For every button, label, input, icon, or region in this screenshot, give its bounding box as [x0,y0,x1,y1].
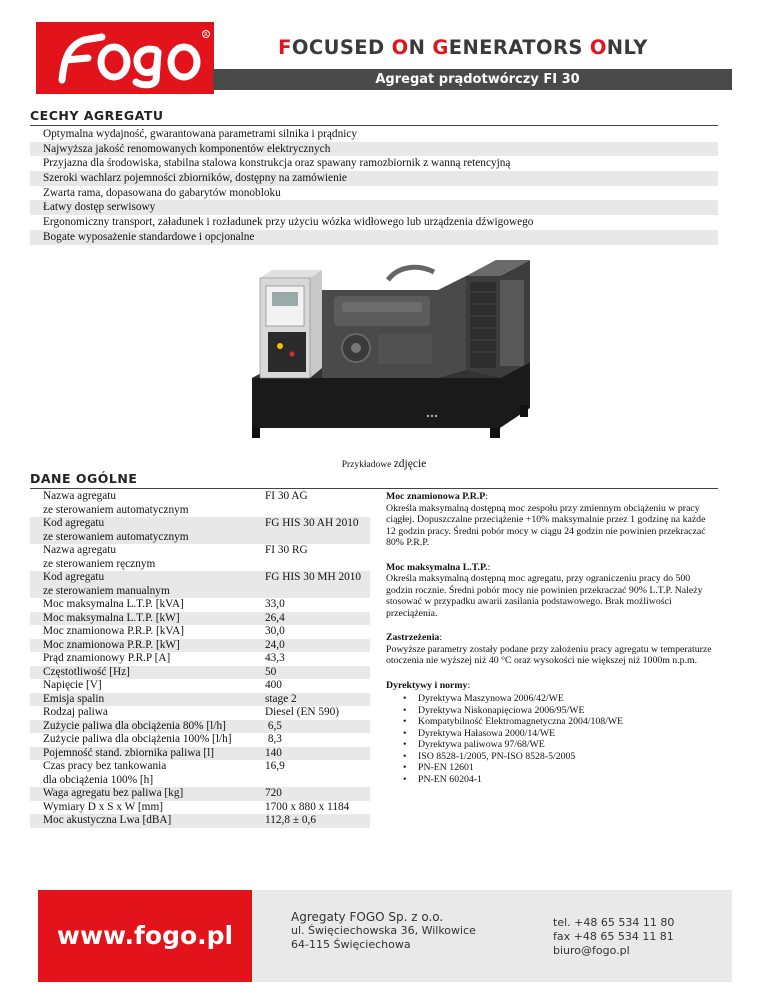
spec-value: 33,0 [265,598,285,610]
spec-label: Moc znamionowa P.R.P. [kW] [43,638,180,651]
spec-label: Moc maksymalna L.T.P. [kW] [43,611,180,624]
feature-item: Optymalna wydajność, gwarantowana parametrami silnika i prądnicy [43,128,358,140]
svg-text:R: R [204,32,208,38]
company-name: Agregaty FOGO Sp. z o.o. [291,910,444,924]
spec-row [30,720,370,734]
fax: fax +48 65 534 11 81 [553,930,674,943]
directives-heading: Dyrektywy i normy [386,679,468,691]
spec-label: Częstotliwość [Hz] [43,665,130,678]
spec-label: Emisja spalin [43,692,105,705]
tagline [228,36,698,59]
ltp-note: Moc maksymalna L.T.P.: Określa maksymalną dostępną moc agregatu, przy ograniczeniu pracy do 500 godzin rocznie. Średni pobór mocy nie powinien przekraczać 90% L.T.P. Należy stosować w przypadku awarii zasilania podstawowego. Brak możliwości przeciążenia. [386,561,703,619]
email-link[interactable]: biuro@fogo.pl [553,944,630,957]
prp-note: Moc znamionowa P.R.P: Określa maksymalną dostępną moc zespołu przy zmiennym obciążeniu w pracy ciągłej. Dopuszczalne przeciążenie +10% maksymalnie przez 1 godzinę na każde 12 godzin pracy. Średni pobór mocy w ciągu 24 godzin nie powinien przekraczać 80% P.R.P. [386,491,706,548]
directives-note: Dyrektywy i normy: • Dyrektywa Maszynowa 2006/42/WE • Dyrektywa Niskonapięciowa 2006/95/WE • Kompatybilność Elektromagnetyczna 2004/108/WE • Dyrektywa Hałasowa 2000/14/WE • Dyrektywa paliwowa 97/68/WE • ISO 8528-1/2005, PN-ISO 8528-5/2005 • PN-EN 12601 • PN-EN 60204-1 [386,680,716,786]
spec-label: Zużycie paliwa dla obciążenia 100% [l/h] [43,733,232,745]
tagline-word: NLY [606,36,648,59]
spec-label: Nazwa agregatu ze sterowaniem ręcznym [43,544,156,570]
notes-column [386,491,716,798]
contact-info [553,916,674,958]
general-heading: DANE OGÓLNE [30,471,138,486]
tagline-word: N [408,36,426,59]
city: 64-115 Święciechowa [291,938,411,951]
spec-row [30,517,370,544]
caption-small: Przykładowe [341,460,392,470]
directives-list [386,693,716,785]
spec-value: 140 [265,746,282,759]
general-divider [30,488,718,489]
spec-value: Diesel (EN 590) [265,706,340,718]
spec-label: Prąd znamionowy P.R.P [A] [43,652,171,664]
phone: tel. +48 65 534 11 80 [553,916,675,929]
spec-value: stage 2 [265,692,297,705]
tagline-word: ENERATORS [448,36,583,59]
feature-item: Bogate wyposażenie standardowe i opcjonalne [30,230,718,245]
features-divider [30,125,718,126]
spec-value: 50 [265,665,277,678]
spec-row [30,666,370,680]
spec-label: Napięcie [V] [43,679,102,691]
spec-value: FG HIS 30 MH 2010 [265,571,362,583]
prp-heading: Moc znamionowa P.R.P [386,491,486,502]
prp-text: Określa maksymalną dostępną moc zespołu przy zmiennym obciążeniu w pracy ciągłej. Dopuszczalne przeciążenie +10% maksymalnie przez 1 godzinę na każde 12 godzin pracy. Średni pobór mocy w ciągu 24 godzin nie powinien przekraczać 80% P.R.P. [386,502,706,548]
spec-value: FI 30 RG [265,544,308,556]
directive-item: • PN-EN 12601 [386,762,716,774]
tagline-initial: G [432,36,449,59]
spec-row [30,612,370,626]
spec-row [30,490,370,517]
spec-value: 112,8 ± 0,6 [265,814,316,826]
generator-photo [238,250,538,445]
spec-value: 6,5 [265,719,282,732]
website-link[interactable]: www.fogo.pl [38,890,252,982]
spec-label: Moc maksymalna L.T.P. [kVA] [43,598,184,610]
directive-item: • ISO 8528-1/2005, PN-ISO 8528-5/2005 [386,751,716,763]
spec-value: 24,0 [265,638,285,651]
product-title: Agregat prądotwórczy FI 30 [213,69,732,90]
spec-row [30,787,370,801]
spec-label: Zużycie paliwa dla obciążenia 80% [l/h] [43,719,226,732]
directive-item: • Dyrektywa Niskonapięciowa 2006/95/WE [386,705,716,717]
feature-item: Ergonomiczny transport, załadunek i rozładunek przy użyciu wózka widłowego lub urządzenia dźwigowego [43,216,534,229]
spec-value: 43,3 [265,652,285,664]
directive-item: • Dyrektywa Hałasowa 2000/14/WE [386,728,716,740]
tagline-initial: O [589,36,607,59]
directive-item: • Kompatybilność Elektromagnetyczna 2004/108/WE [386,716,716,728]
ltp-heading: Moc maksymalna L.T.P. [386,561,488,573]
spec-row [30,679,370,693]
reservations-note: Zastrzeżenia: Powyższe parametry zostały podane przy założeniu pracy agregatu w temperaturze otoczenia nie wyższej niż 40 °C oraz wysokości nie większej niż 1000m n.p.m. [386,632,712,666]
spec-row [30,747,370,761]
specs-table [30,490,370,828]
caption-big: zdjęcie [393,458,427,470]
directive-item: • Dyrektywa paliwowa 97/68/WE [386,739,716,751]
tagline-initial: F [278,36,292,59]
spec-label: Moc znamionowa P.R.P. [kVA] [43,625,185,637]
spec-label: Wymiary D x S x W [mm] [43,800,164,813]
features-list [30,127,718,245]
feature-item: Zwarta rama, dopasowana do gabarytów monobloku [43,186,281,199]
directive-item: • Dyrektywa Maszynowa 2006/42/WE [386,693,716,705]
spec-row [30,760,370,787]
feature-item: Łatwy dostęp serwisowy [30,200,718,215]
spec-row [30,801,370,815]
feature-item: Przyjazna dla środowiska, stabilna stalowa konstrukcja oraz spawany ramozbiornik z wanną retencyjną [43,157,511,170]
reservations-heading: Zastrzeżenia [386,632,440,643]
image-caption [0,458,768,470]
spec-value: FI 30 AG [265,490,308,502]
spec-label: Czas pracy bez tankowania dla obciążenia 100% [h] [43,760,167,786]
spec-row [30,625,370,639]
spec-value: 30,0 [265,625,285,637]
spec-value: 1700 x 880 x 1184 [265,800,350,813]
spec-row [30,733,370,747]
spec-label: Rodzaj paliwa [43,706,108,718]
spec-row [30,544,370,571]
fogo-logo [36,22,214,94]
spec-row [30,652,370,666]
spec-label: Nazwa agregatu ze sterowaniem automatycznym [43,490,189,516]
spec-value: 16,9 [265,760,285,772]
tagline-initial: O [391,36,409,59]
directive-item: • PN-EN 60204-1 [386,774,716,786]
spec-value: 400 [265,679,282,691]
company-address [291,910,476,952]
spec-value: FG HIS 30 AH 2010 [265,517,359,529]
spec-label: Kod agregatu ze sterowaniem manualnym [43,571,170,597]
spec-row [30,598,370,612]
street: ul. Święciechowska 36, Wilkowice [291,924,476,937]
spec-row [30,814,370,828]
spec-row [30,571,370,598]
features-heading: CECHY AGREGATU [30,108,164,123]
spec-value: 26,4 [265,611,285,624]
feature-item: Najwyższa jakość renomowanych komponentów elektrycznych [30,142,718,157]
ltp-text: Określa maksymalną dostępną moc agregatu, przy ograniczeniu pracy do 500 godzin rocznie. Średni pobór mocy nie powinien przekraczać 90% L.T.P. Należy stosować w przypadku awarii zasilania podstawowego. Brak możliwości przeciążenia. [386,573,703,619]
footer [38,890,732,982]
spec-value: 720 [265,787,282,799]
spec-label: Pojemność stand. zbiornika paliwa [l] [43,746,214,759]
reservations-text: Powyższe parametry zostały podane przy założeniu pracy agregatu w temperaturze otoczenia nie wyższej niż 40 °C oraz wysokości nie większej niż 1000m n.p.m. [386,643,712,666]
spec-row [30,706,370,720]
spec-label: Moc akustyczna Lwa [dBA] [43,814,172,826]
spec-value: 8,3 [265,733,282,745]
tagline-word: OCUSED [291,36,385,59]
feature-item: Szeroki wachlarz pojemności zbiorników, dostępny na zamówienie [30,171,718,186]
spec-label: Kod agregatu ze sterowaniem automatycznym [43,517,189,543]
spec-row [30,693,370,707]
spec-row [30,639,370,653]
spec-label: Waga agregatu bez paliwa [kg] [43,787,184,799]
